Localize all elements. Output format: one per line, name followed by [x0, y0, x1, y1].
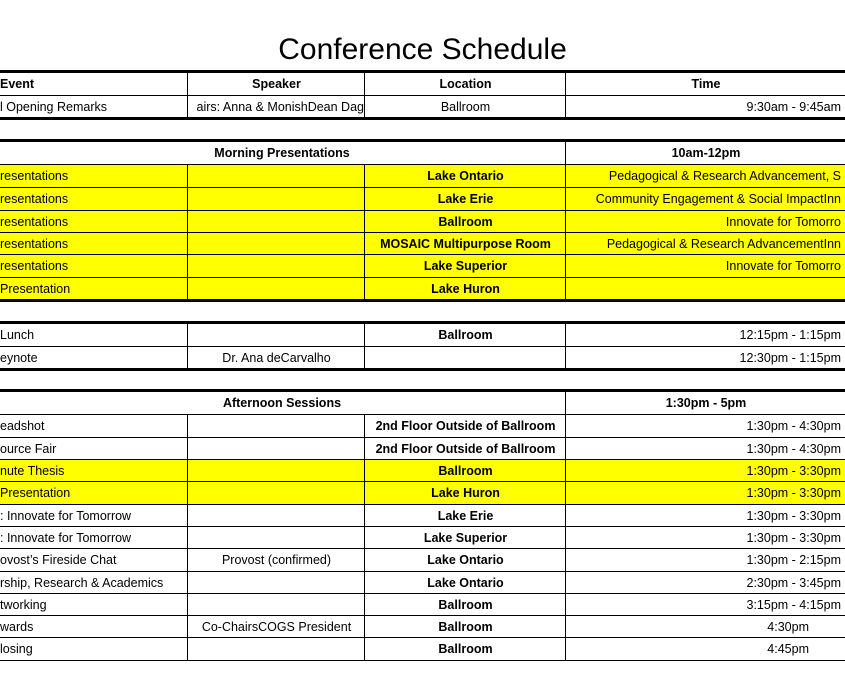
lunch-row: Lunch Ballroom 12:15pm - 1:15pm	[0, 328, 841, 342]
afternoon-row: losing Ballroom 4:45pm	[0, 642, 809, 656]
afternoon-row: : Innovate for Tomorrow Lake Superior 1:30pm - 3:30pm	[0, 531, 841, 545]
keynote-row: eynote Dr. Ana deCarvalho 12:30pm - 1:15pm	[0, 351, 841, 365]
morning-title: Morning Presentations	[214, 146, 350, 160]
morning-time: 10am-12pm	[671, 146, 741, 160]
afternoon-header-row	[0, 392, 845, 414]
morning-row: resentations Lake Erie Community Engagement & Social ImpactInn	[0, 188, 845, 210]
opening-event: l Opening Remarks	[0, 100, 107, 114]
afternoon-row: ovost’s Fireside Chat Provost (confirmed) Lake Ontario 1:30pm - 2:15pm	[0, 553, 841, 567]
afternoon-row: wards Co-ChairsCOGS President Ballroom 4:30pm	[0, 620, 809, 634]
opening-location: Ballroom	[440, 100, 491, 114]
morning-row: resentations Ballroom Innovate for Tomorro	[0, 211, 845, 233]
afternoon-title: Afternoon Sessions	[222, 396, 342, 410]
page-title: Conference Schedule	[278, 33, 567, 66]
opening-time: 9:30am - 9:45am	[746, 100, 841, 114]
afternoon-row: rship, Research & Academics Lake Ontario 2:30pm - 3:45pm	[0, 576, 841, 590]
header-event: Event	[0, 77, 35, 91]
morning-row: resentations Lake Ontario Pedagogical & Research Advancement, S	[0, 165, 845, 187]
header-speaker: Speaker	[252, 77, 301, 91]
morning-header-row	[0, 142, 845, 164]
afternoon-row: eadshot 2nd Floor Outside of Ballroom 1:30pm - 4:30pm	[0, 419, 841, 433]
opening-row	[0, 96, 845, 118]
afternoon-row: nute Thesis Ballroom 1:30pm - 3:30pm	[0, 460, 845, 482]
afternoon-time: 1:30pm - 5pm	[665, 396, 747, 410]
afternoon-row: : Innovate for Tomorrow Lake Erie 1:30pm - 3:30pm	[0, 509, 841, 523]
header-row	[0, 73, 845, 95]
afternoon-row: Presentation Lake Huron 1:30pm - 3:30pm	[0, 482, 845, 504]
morning-row: resentations Lake Superior Innovate for Tomorro	[0, 255, 845, 277]
header-time: Time	[691, 77, 721, 91]
morning-row: resentations MOSAIC Multipurpose Room Pedagogical & Research AdvancementInn	[0, 233, 845, 255]
afternoon-row: ource Fair 2nd Floor Outside of Ballroom 1:30pm - 4:30pm	[0, 442, 841, 456]
header-location: Location	[439, 77, 492, 91]
morning-row: Presentation Lake Huron	[0, 278, 845, 300]
opening-speaker: airs: Anna & MonishDean Dag	[196, 100, 364, 114]
afternoon-row: tworking Ballroom 3:15pm - 4:15pm	[0, 598, 841, 612]
